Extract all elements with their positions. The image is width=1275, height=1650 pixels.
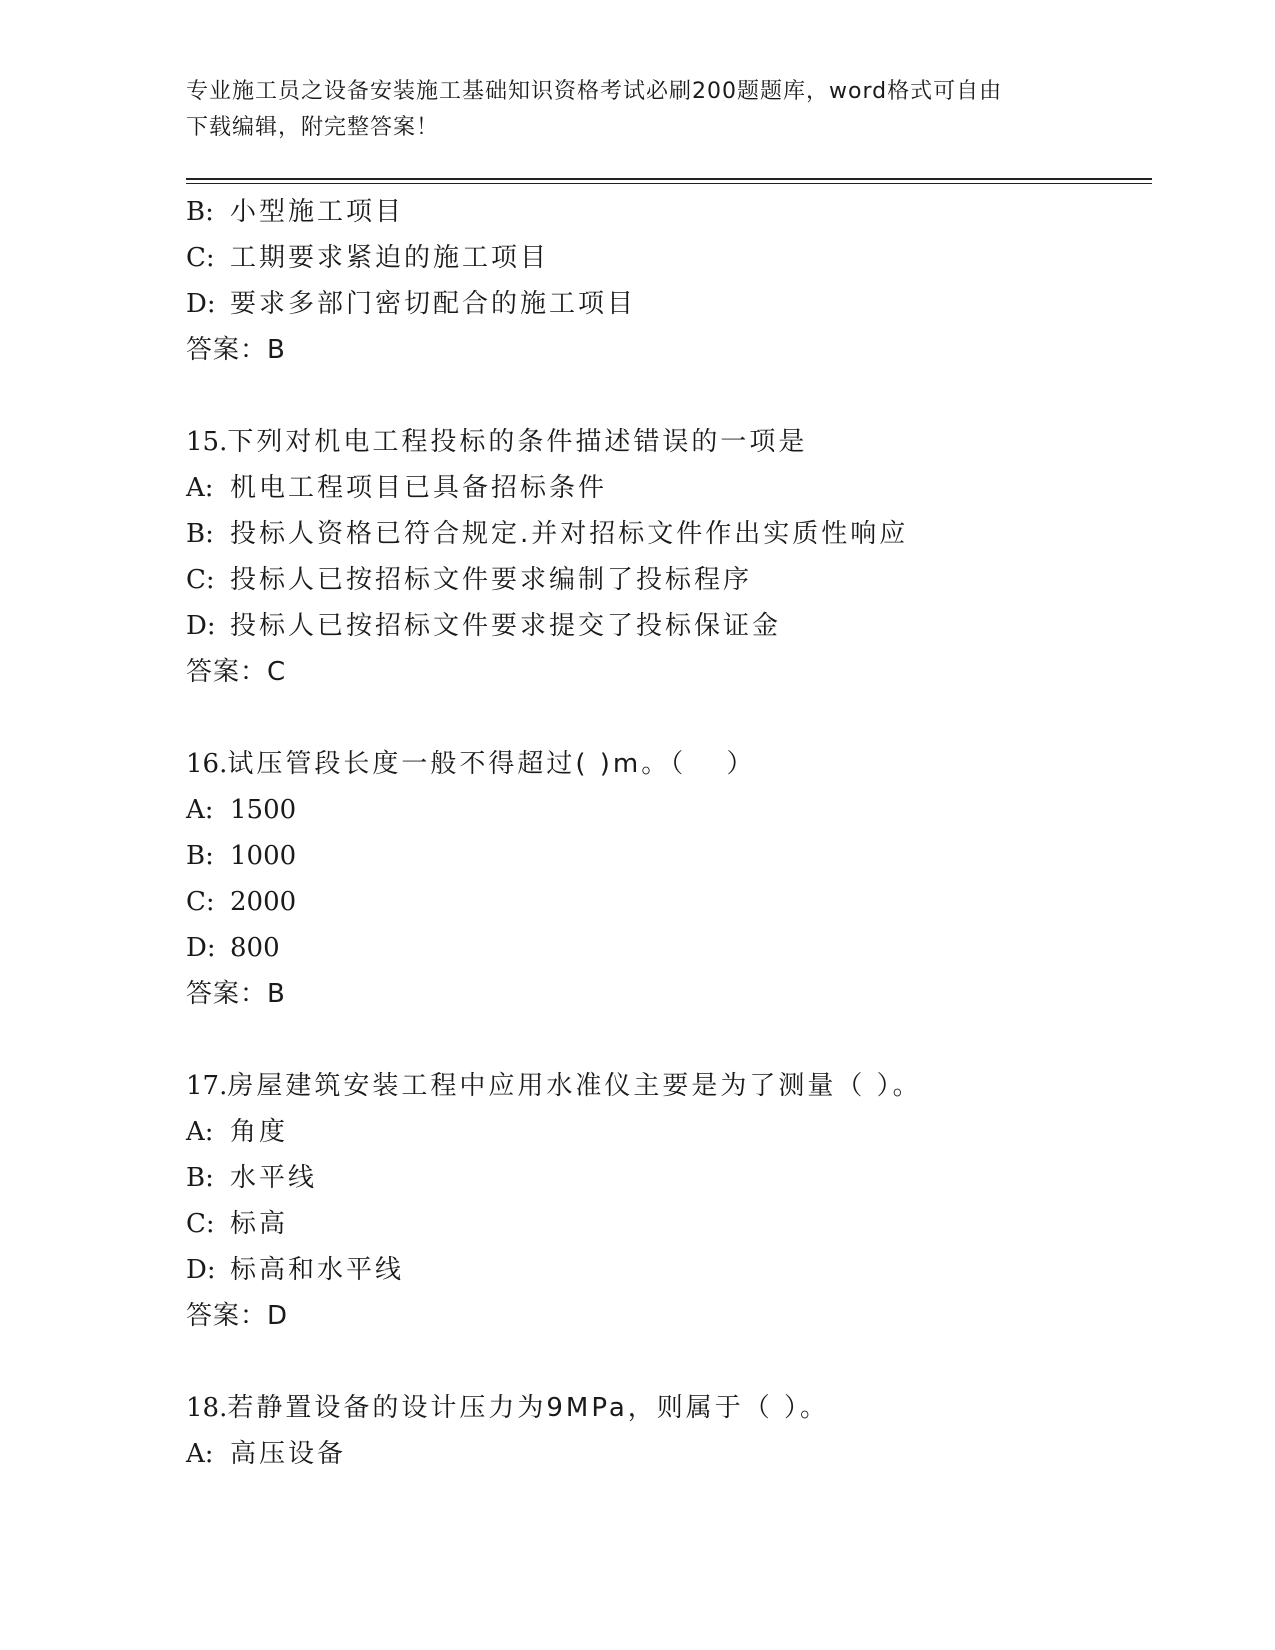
option-letter: D: bbox=[186, 611, 216, 641]
spacer bbox=[186, 1017, 1152, 1063]
option-letter: C: bbox=[186, 565, 215, 595]
question-text: 下列对机电工程投标的条件描述错误的一项是 bbox=[227, 427, 808, 457]
option-c bbox=[186, 879, 1152, 925]
question-text: 房屋建筑安装工程中应用水准仪主要是为了测量（ ）。 bbox=[227, 1071, 922, 1101]
header-divider-thin bbox=[186, 183, 1152, 184]
option-c bbox=[186, 1201, 1152, 1247]
option-b bbox=[186, 1155, 1152, 1201]
spacer bbox=[186, 373, 1152, 419]
question-stem bbox=[186, 419, 1152, 465]
question-list bbox=[186, 189, 1152, 1477]
question-text: 试压管段长度一般不得超过( )m。（ ） bbox=[227, 749, 756, 779]
option-a bbox=[186, 787, 1152, 833]
option-text: 投标人已按招标文件要求编制了投标程序 bbox=[230, 565, 753, 595]
option-letter: B: bbox=[186, 841, 214, 871]
option-letter: A: bbox=[186, 1117, 214, 1147]
option-b bbox=[186, 511, 1152, 557]
option-letter: B: bbox=[186, 519, 214, 549]
option-d bbox=[186, 1247, 1152, 1293]
option-text: 小型施工项目 bbox=[230, 197, 405, 227]
question-number: 18. bbox=[186, 1393, 228, 1423]
question-text: 若静置设备的设计压力为9MPa，则属于（ ）。 bbox=[227, 1393, 830, 1423]
option-text: 高压设备 bbox=[230, 1439, 347, 1469]
option-letter: A: bbox=[186, 795, 214, 825]
spacer bbox=[186, 1339, 1152, 1385]
option-letter: A: bbox=[186, 1439, 214, 1469]
spacer bbox=[186, 695, 1152, 741]
question-16 bbox=[186, 741, 1152, 1017]
option-d bbox=[186, 281, 1152, 327]
option-text: 标高 bbox=[230, 1209, 289, 1239]
option-letter: A: bbox=[186, 473, 214, 503]
option-text: 要求多部门密切配合的施工项目 bbox=[230, 289, 637, 319]
document-header bbox=[186, 74, 1066, 146]
option-text: 角度 bbox=[230, 1117, 289, 1147]
option-text: 工期要求紧迫的施工项目 bbox=[230, 243, 550, 273]
option-d bbox=[186, 925, 1152, 971]
option-text: 机电工程项目已具备招标条件 bbox=[230, 473, 608, 503]
option-a bbox=[186, 1431, 1152, 1477]
option-text: 1500 bbox=[230, 795, 297, 825]
option-c bbox=[186, 557, 1152, 603]
question-stem bbox=[186, 1385, 1152, 1431]
question-number: 17. bbox=[186, 1071, 228, 1101]
question-number: 16. bbox=[186, 749, 228, 779]
answer-line: 答案：B bbox=[186, 335, 286, 365]
option-text: 1000 bbox=[230, 841, 297, 871]
answer-line: 答案：B bbox=[186, 979, 286, 1009]
option-text: 800 bbox=[230, 933, 280, 963]
option-d bbox=[186, 603, 1152, 649]
question-14 bbox=[186, 189, 1152, 373]
option-text: 标高和水平线 bbox=[230, 1255, 405, 1285]
option-a bbox=[186, 1109, 1152, 1155]
option-letter: D: bbox=[186, 1255, 216, 1285]
header-line-2: 下载编辑，附完整答案！ bbox=[186, 115, 440, 140]
option-letter: D: bbox=[186, 933, 216, 963]
question-17 bbox=[186, 1063, 1152, 1339]
option-letter: D: bbox=[186, 289, 216, 319]
option-text: 水平线 bbox=[230, 1163, 318, 1193]
header-line-1: 专业施工员之设备安装施工基础知识资格考试必刷200题题库，word格式可自由 bbox=[186, 79, 1003, 104]
option-b bbox=[186, 833, 1152, 879]
question-stem bbox=[186, 1063, 1152, 1109]
option-a bbox=[186, 465, 1152, 511]
option-letter: C: bbox=[186, 1209, 215, 1239]
question-18 bbox=[186, 1385, 1152, 1477]
option-letter: C: bbox=[186, 243, 215, 273]
answer-line: 答案：D bbox=[186, 1301, 289, 1331]
question-number: 15. bbox=[186, 427, 228, 457]
header-divider-thick bbox=[186, 178, 1152, 180]
option-text: 投标人资格已符合规定.并对招标文件作出实质性响应 bbox=[230, 519, 909, 549]
option-b bbox=[186, 189, 1152, 235]
question-15 bbox=[186, 419, 1152, 695]
question-stem bbox=[186, 741, 1152, 787]
option-text: 2000 bbox=[230, 887, 297, 917]
option-letter: C: bbox=[186, 887, 215, 917]
option-letter: B: bbox=[186, 1163, 214, 1193]
option-text: 投标人已按招标文件要求提交了投标保证金 bbox=[230, 611, 782, 641]
option-letter: B: bbox=[186, 197, 214, 227]
option-c bbox=[186, 235, 1152, 281]
answer-line: 答案：C bbox=[186, 657, 287, 687]
